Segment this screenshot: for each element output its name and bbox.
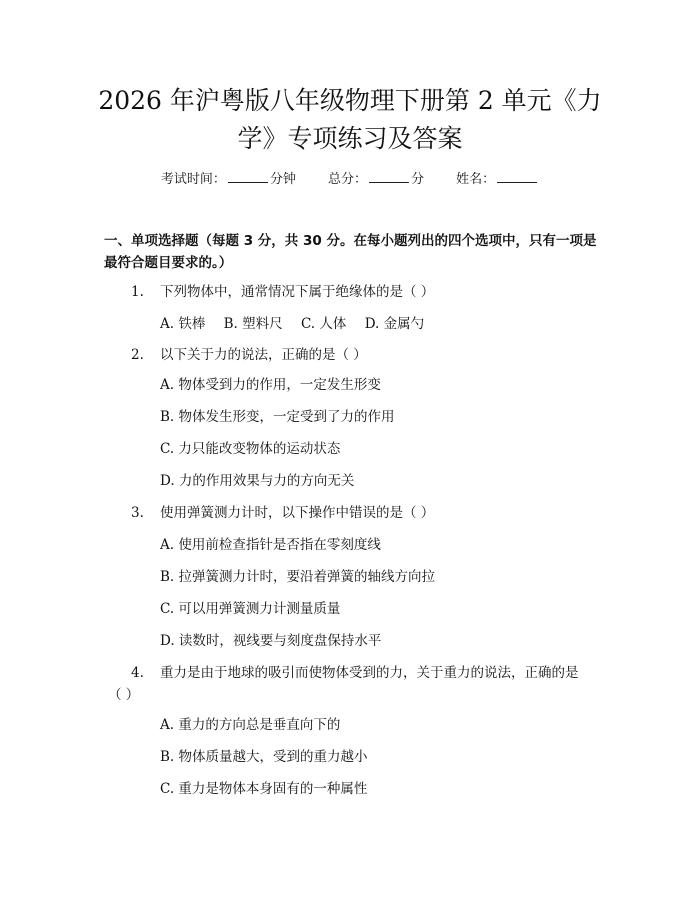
option-b: B. 塑料尺 [223,316,283,332]
option-a: A. 物体受到力的作用，一定发生形变 [160,377,381,393]
total-score-label: 总分： [327,172,367,187]
option-d: D. 读数时，视线要与刻度盘保持水平 [160,633,382,649]
section-heading-line-2: 最符合题目要求的。） [104,255,233,271]
exam-time-label: 考试时间： [160,172,226,187]
question-stem-line-2: （ ） [108,687,140,703]
exam-time-field [161,169,296,189]
title-line-1: 2026 年沪粤版八年级物理下册第 2 单元《力 [98,86,602,115]
exam-time-blank [228,169,268,183]
option-d: D. 金属勺 [364,316,425,332]
question-stem: 下列物体中，通常情况下属于绝缘体的是（ ） [160,284,435,300]
student-name-blank [497,169,537,183]
exam-info [0,169,700,189]
question-stem: 以下关于力的说法，正确的是（ ） [160,347,367,363]
question-number: 4. [131,665,144,681]
option-a: A. 使用前检查指针是否指在零刻度线 [160,537,381,553]
option-b: B. 拉弹簧测力计时，要沿着弹簧的轴线方向拉 [160,569,436,585]
option-a: A. 重力的方向总是垂直向下的 [160,717,341,733]
total-score-unit: 分 [411,172,425,187]
question-3 [104,502,600,524]
option-a: A. 铁棒 [160,316,206,332]
question-4 [104,662,600,706]
question-stem: 使用弹簧测力计时，以下操作中错误的是（ ） [160,505,435,521]
question-number: 2. [131,347,144,363]
exam-time-unit: 分钟 [269,172,296,187]
student-name-field [456,169,539,189]
student-name-label: 姓名： [456,172,496,187]
option-c: C. 可以用弹簧测力计测量质量 [160,601,341,617]
option-c: C. 力只能改变物体的运动状态 [160,441,341,457]
option-c: C. 人体 [300,316,347,332]
option-b: B. 物体质量越大，受到的重力越小 [160,749,368,765]
option-c: C. 重力是物体本身固有的一种属性 [160,781,368,797]
document-title [60,82,640,158]
question-1-options [160,313,438,335]
total-score-blank [369,169,409,183]
question-2 [104,344,600,366]
section-heading [104,230,600,274]
title-line-2: 学》专项练习及答案 [237,124,463,153]
option-d: D. 力的作用效果与力的方向无关 [160,473,355,489]
question-number: 3. [131,505,144,521]
question-number: 1. [131,284,144,300]
section-heading-line-1: 一、单项选择题（每题 3 分，共 30 分。在每小题列出的四个选项中，只有一项是 [104,233,597,249]
total-score-field [328,169,424,189]
question-stem-line-1: 重力是由于地球的吸引而使物体受到的力，关于重力的说法，正确的是 [160,665,579,681]
question-1 [104,281,600,303]
option-b: B. 物体发生形变，一定受到了力的作用 [160,409,395,425]
